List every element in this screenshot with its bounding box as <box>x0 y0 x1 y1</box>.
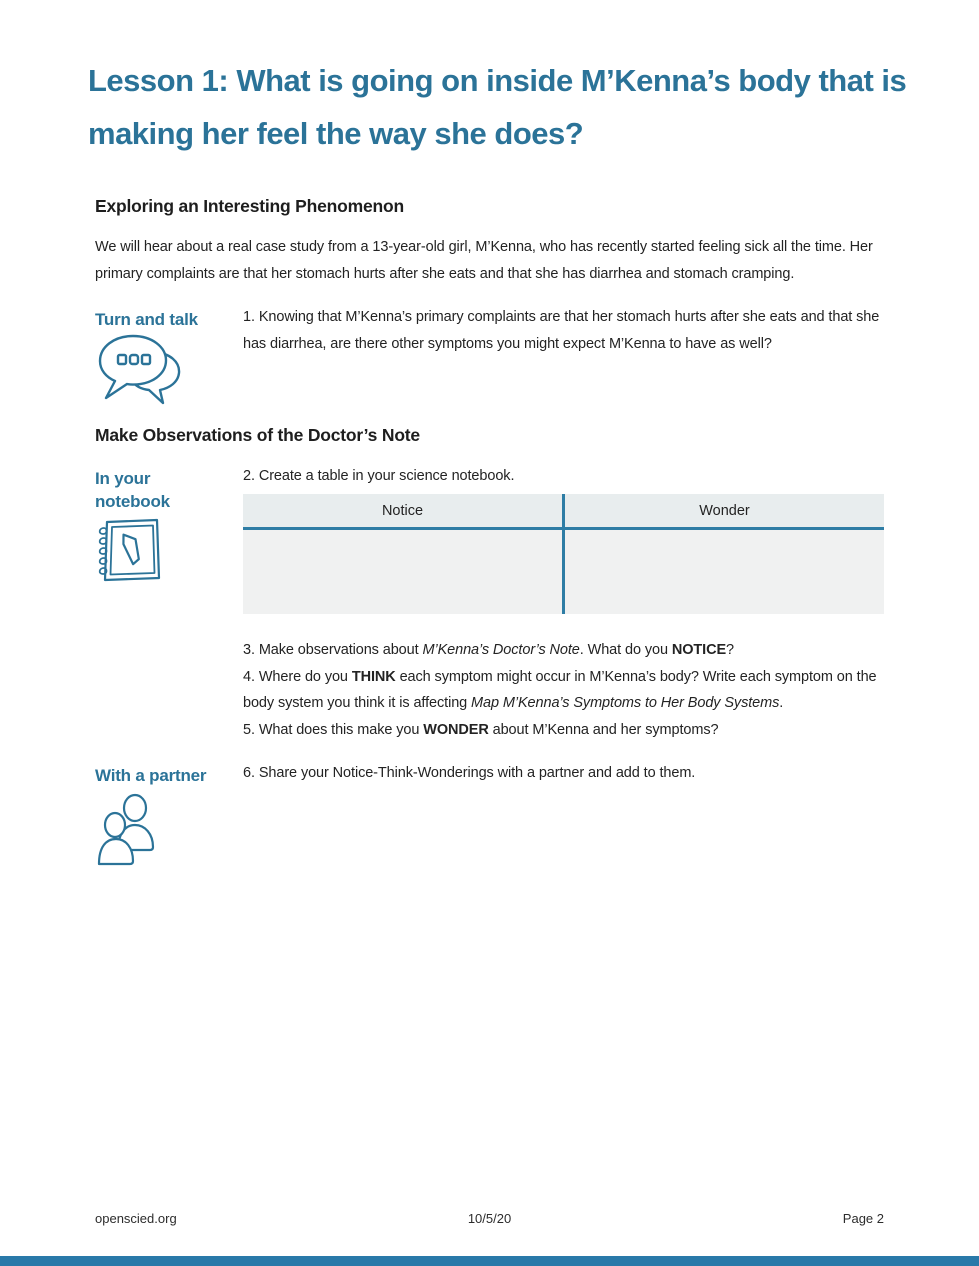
table-cell-notice-empty <box>243 530 565 614</box>
footer-date: 10/5/20 <box>467 1211 512 1226</box>
item5-bold-word: WONDER <box>423 721 489 738</box>
item4-text-mid: each symptom might occur in M’Kenna’s body? Write each symptom on the body system you think it is affecting <box>243 668 877 711</box>
item5-text-post: about M’Kenna and her symptoms? <box>488 721 719 738</box>
footer-page-number: Page 2 <box>842 1211 884 1226</box>
item3-text-mid: . What do you <box>579 642 672 658</box>
two-people-icon <box>95 792 157 866</box>
item4-italic-title: Map M’Kenna’s Symptoms to Her Body Systems <box>471 695 780 711</box>
table-header-wonder: Wonder <box>699 502 750 519</box>
list-item-5 <box>243 717 891 744</box>
item5-text: 5. What does this make you <box>243 721 424 738</box>
list-item-6: 6. Share your Notice-Think-Wonderings with a partner and add to them. <box>243 765 696 781</box>
item3-bold-word: NOTICE <box>671 642 727 658</box>
sidebar-label-turn-and-talk: Turn and talk <box>95 310 198 329</box>
intro-paragraph: We will hear about a real case study from a 13-year-old girl, M’Kenna, who has recently started feeling sick all the time. Her primary complaints are that her stomach hurts after she eats and that she has diarrhea and stomach cramping. <box>95 239 873 282</box>
item4-text: 4. Where do you <box>243 668 352 685</box>
lesson-title <box>88 54 948 160</box>
list-item-3 <box>243 637 891 664</box>
sidebar-label-with-a-partner: With a partner <box>95 766 207 785</box>
section-heading-exploring-phenomenon: Exploring an Interesting Phenomenon <box>95 196 404 216</box>
item4-text-post: . <box>779 695 784 711</box>
table-cell-wonder-empty <box>565 530 884 614</box>
bottom-accent-bar <box>0 1256 979 1266</box>
speech-bubbles-icon <box>94 332 184 406</box>
sidebar-label-line2: notebook <box>95 492 170 511</box>
table-body-row <box>243 530 884 614</box>
list-item-1: 1. Knowing that M’Kenna’s primary complaints are that her stomach hurts after she eats and that she has diarrhea, are there other symptoms you might expect M’Kenna to have as well? <box>243 309 880 352</box>
table-header-row <box>243 494 884 530</box>
lesson-title-line2: making her feel the way she does? <box>88 116 584 151</box>
footer-site: openscied.org <box>95 1211 177 1226</box>
list-item-4 <box>243 664 891 717</box>
page-footer <box>0 1211 979 1231</box>
item4-bold-word: THINK <box>351 668 396 685</box>
notice-wonder-table <box>243 494 884 614</box>
section-heading-make-observations: Make Observations of the Doctor’s Note <box>95 425 420 445</box>
item3-italic-title: M’Kenna’s Doctor’s Note <box>422 642 580 658</box>
item3-text-post: ? <box>726 642 734 658</box>
sidebar-label-line1: In your <box>95 469 151 488</box>
table-header-notice: Notice <box>243 494 565 527</box>
lesson-title-line1: Lesson 1: What is going on inside M’Kenna’s body that is <box>88 63 907 98</box>
item3-text: 3. Make observations about <box>243 642 423 658</box>
list-item-2: 2. Create a table in your science notebook. <box>243 468 515 484</box>
numbered-items-3-5 <box>243 637 891 743</box>
spiral-notebook-pencil-icon <box>95 516 161 584</box>
sidebar-label-in-your-notebook <box>95 467 170 513</box>
